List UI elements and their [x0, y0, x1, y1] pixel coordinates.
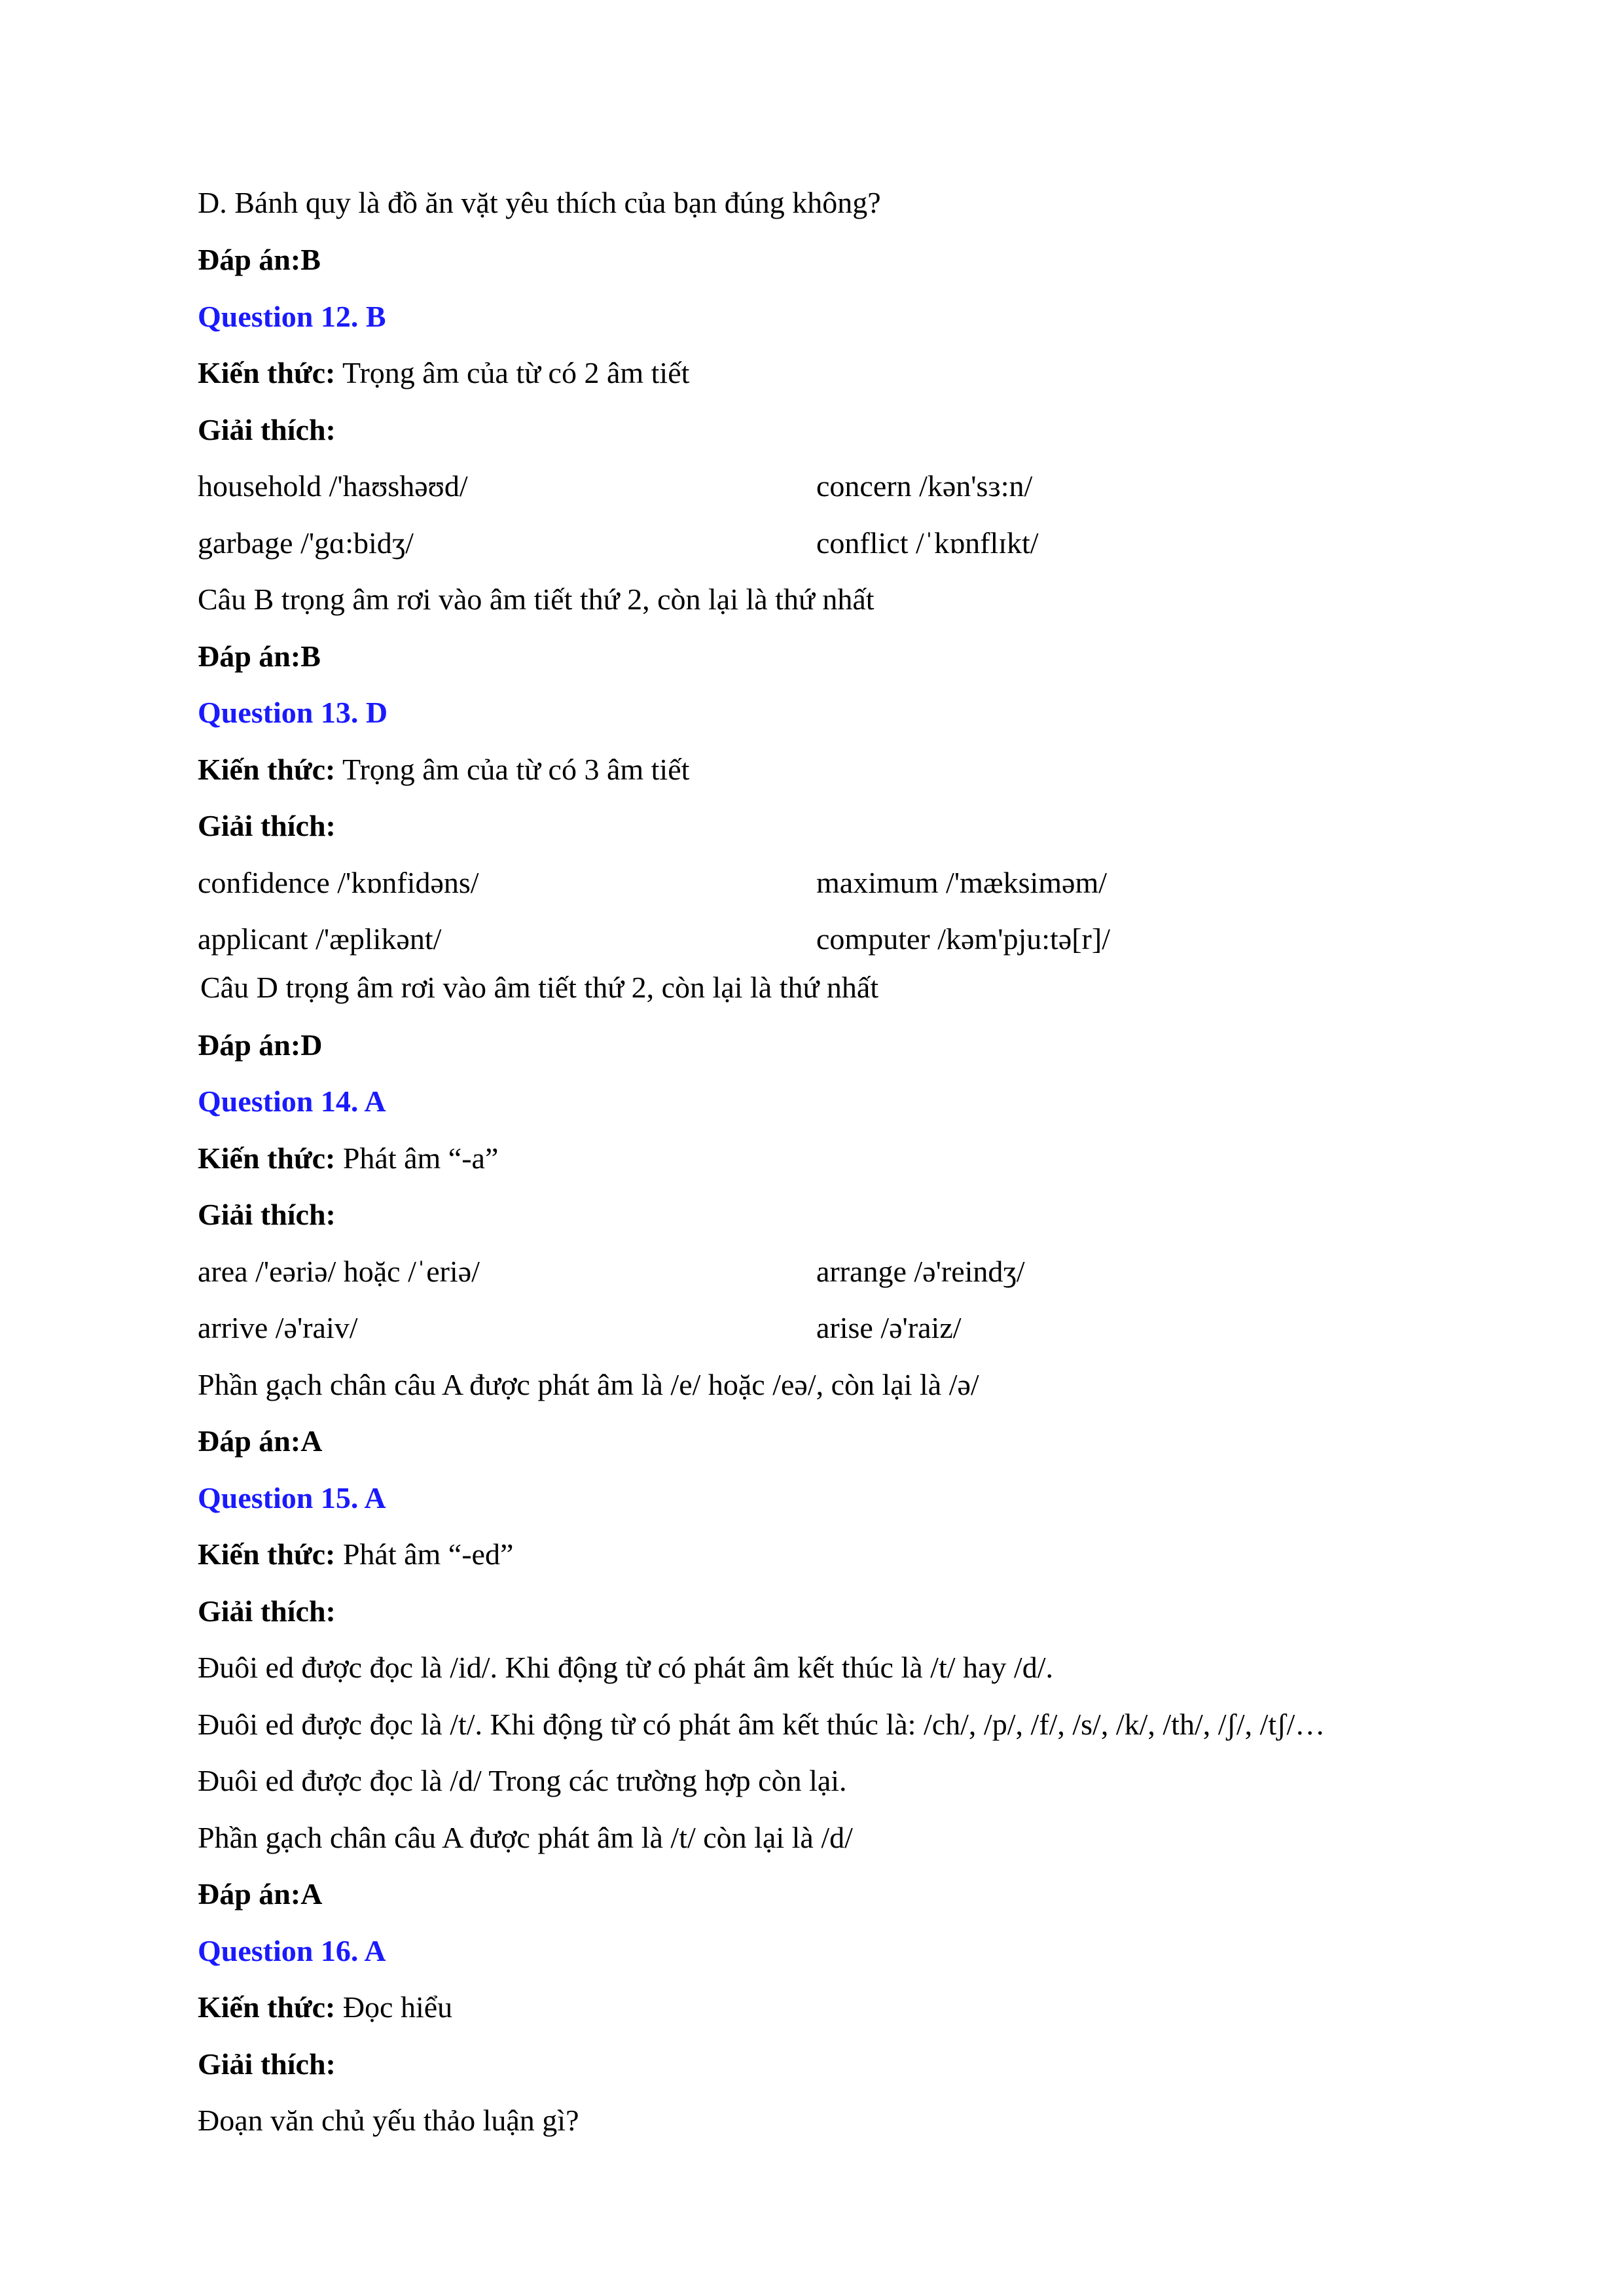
knowledge-text: Đọc hiểu [335, 1990, 453, 2024]
q13-word-3: applicant /'æplikənt/ [198, 922, 442, 956]
q14-explanation: Phần gạch chân câu A được phát âm là /e/ hoặc /eə/, còn lại là /ə/ [198, 1368, 979, 1401]
question-15-title: Question 15. A [198, 1481, 386, 1515]
question-14-title: Question 14. A [198, 1085, 386, 1118]
knowledge-label: Kiến thức: [198, 1141, 336, 1175]
q12-word-1: household /'haʊshəʊd/ [198, 469, 468, 503]
answer-option-d: D. Bánh quy là đồ ăn vặt yêu thích của bạn đúng không? [198, 186, 881, 219]
q15-explanation-label: Giải thích: [198, 1594, 336, 1628]
q12-knowledge [198, 355, 689, 391]
knowledge-label: Kiến thức: [198, 356, 336, 389]
q12-word-2: concern /kən'sɜ:n/ [816, 469, 1033, 503]
q14-word-2: arrange /ə'reindʒ/ [816, 1255, 1025, 1288]
question-12-title: Question 12. B [198, 300, 386, 333]
q14-explanation-label: Giải thích: [198, 1198, 336, 1231]
q12-explanation-label: Giải thích: [198, 413, 336, 446]
knowledge-text: Trọng âm của từ có 2 âm tiết [335, 356, 690, 389]
answer-line: Đáp án:B [198, 243, 321, 276]
q15-answer: Đáp án:A [198, 1877, 323, 1910]
q12-explanation: Câu B trọng âm rơi vào âm tiết thứ 2, còn lại là thứ nhất [198, 583, 875, 616]
q13-explanation-label: Giải thích: [198, 809, 336, 842]
q16-knowledge [198, 1989, 452, 2026]
knowledge-text: Phát âm “-ed” [335, 1537, 514, 1571]
knowledge-label: Kiến thức: [198, 753, 336, 786]
q13-knowledge [198, 751, 689, 788]
knowledge-text: Trọng âm của từ có 3 âm tiết [335, 753, 690, 786]
q15-rule-3: Đuôi ed được đọc là /d/ Trong các trường hợp còn lại. [198, 1764, 847, 1797]
question-13-title: Question 13. D [198, 696, 388, 729]
q13-answer: Đáp án:D [198, 1028, 323, 1062]
q15-explanation: Phần gạch chân câu A được phát âm là /t/ còn lại là /d/ [198, 1821, 853, 1854]
q14-knowledge [198, 1140, 498, 1177]
q15-rule-1: Đuôi ed được đọc là /id/. Khi động từ có phát âm kết thúc là /t/ hay /d/. [198, 1651, 1053, 1684]
q16-explanation-label: Giải thích: [198, 2047, 336, 2081]
q13-explanation: Câu D trọng âm rơi vào âm tiết thứ 2, còn lại là thứ nhất [200, 971, 879, 1004]
q14-word-4: arise /ə'raiz/ [816, 1311, 962, 1344]
q12-answer: Đáp án:B [198, 639, 321, 673]
q15-knowledge [198, 1536, 513, 1573]
knowledge-label: Kiến thức: [198, 1990, 336, 2024]
q12-word-3: garbage /'gɑ:bidʒ/ [198, 526, 414, 560]
q12-word-4: conflict /ˈkɒnflɪkt/ [816, 526, 1039, 560]
q15-rule-2: Đuôi ed được đọc là /t/. Khi động từ có phát âm kết thúc là: /ch/, /p/, /f/, /s/, /k/, /th/, /ʃ/, /tʃ/… [198, 1708, 1326, 1741]
q13-word-2: maximum /'mæksiməm/ [816, 866, 1108, 899]
q14-word-1: area /'eəriə/ hoặc /ˈeriə/ [198, 1255, 480, 1288]
q14-word-3: arrive /ə'raiv/ [198, 1311, 358, 1344]
knowledge-text: Phát âm “-a” [335, 1141, 499, 1175]
knowledge-label: Kiến thức: [198, 1537, 336, 1571]
q13-word-4: computer /kəm'pju:tə[r]/ [816, 922, 1110, 956]
question-16-title: Question 16. A [198, 1934, 386, 1967]
q14-answer: Đáp án:A [198, 1424, 323, 1458]
q13-word-1: confidence /'kɒnfidəns/ [198, 866, 479, 899]
q16-question-text: Đoạn văn chủ yếu thảo luận gì? [198, 2104, 579, 2137]
